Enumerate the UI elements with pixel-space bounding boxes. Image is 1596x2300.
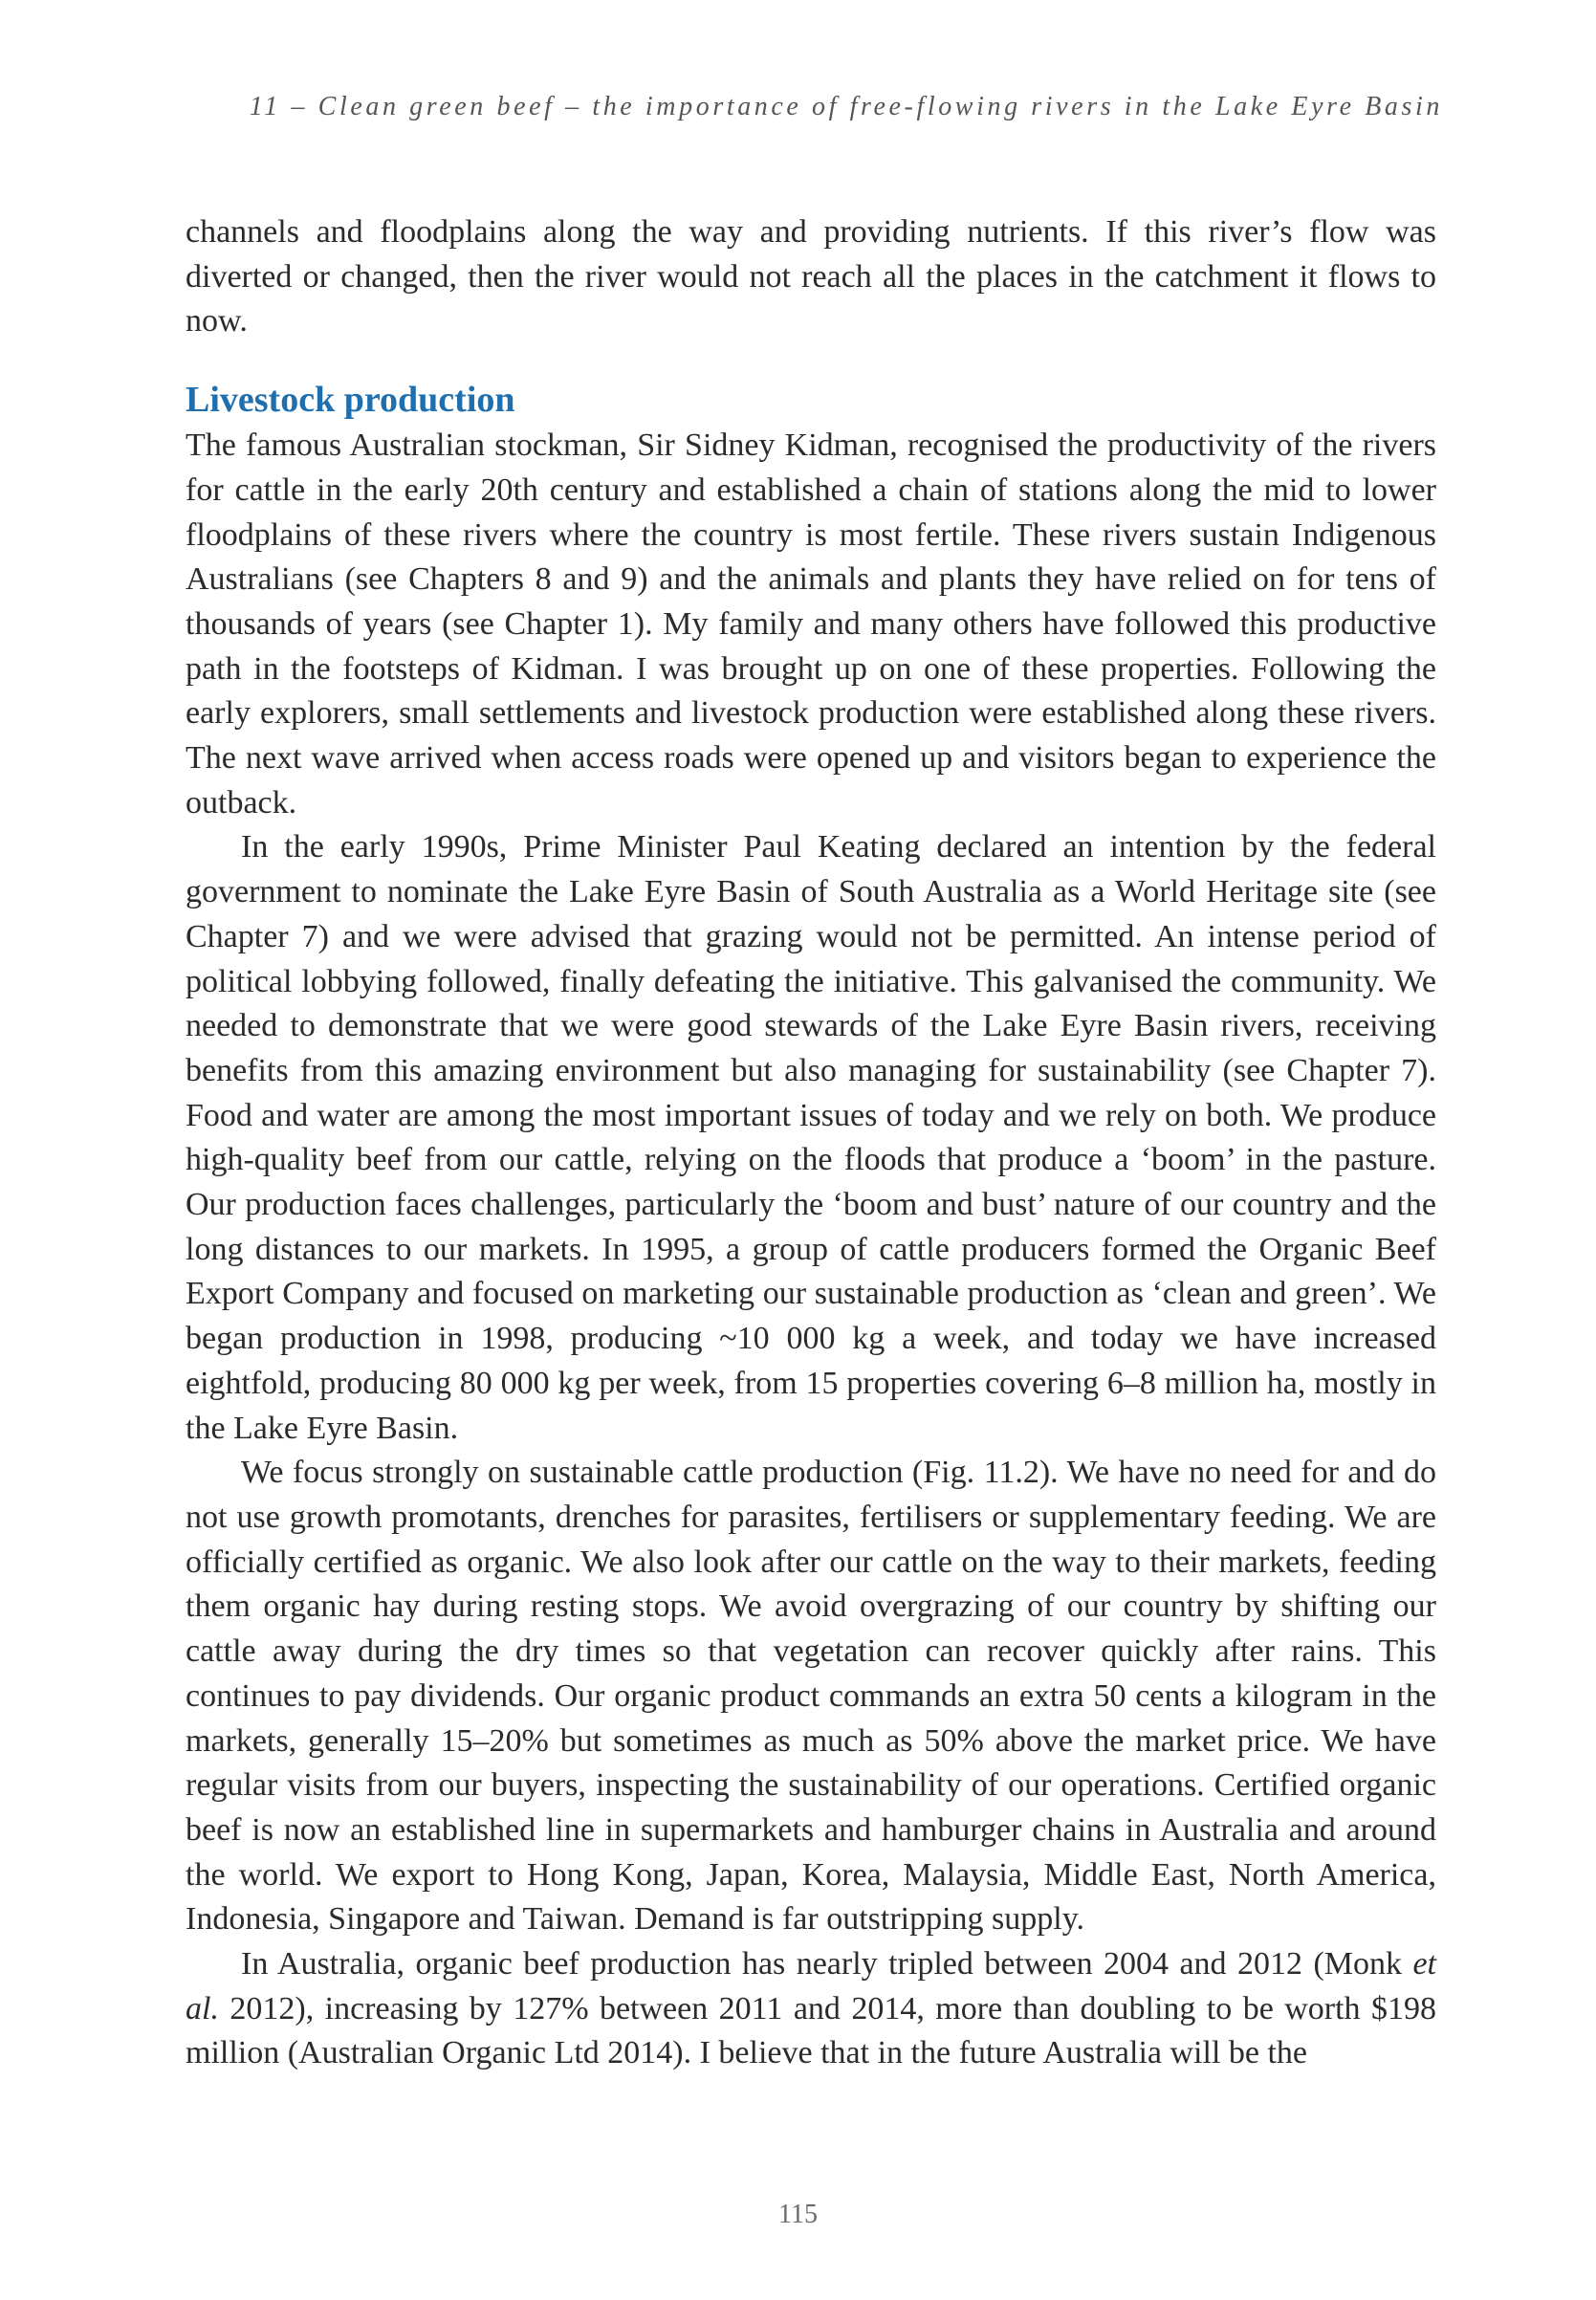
running-header: 11 – Clean green beef – the importance of free-flowing rivers in the Lake Eyre Basin [249,92,1443,121]
citation-et-al: et al. [186,1946,1436,2026]
paragraph-text-before-citation: In Australia, organic beef production has nearly tripled between 2004 and 2012 (Monk [241,1946,1413,1982]
section-heading: Livestock production [186,380,515,421]
body-text [186,210,1436,2076]
paragraph-organic-beef [186,1942,1436,2076]
paragraph-kidman: The famous Australian stockman, Sir Sidney Kidman, recognised the productivity of the rivers for cattle in the early 20th century and established a chain of stations along the mid to lower floodplains of these rivers where the country is most fertile. These rivers sustain Indigenous Australians (see Chapters 8 and 9) and the animals and plants they have relied on for tens of thousands of years (see Chapter 1). My family and many others have followed this productive path in the footsteps of Kidman. I was brought up on one of these properties. Following the early explorers, small settlements and livestock production were established along these rivers. The next wave arrived when access roads were opened up and visitors began to experience the outback. [186,427,1436,821]
intro-paragraph: channels and floodplains along the way and providing nutrients. If this river’s flow was diverted or changed, then the river would not reach all the places in the catchment it flows to now. [186,214,1436,340]
paragraph-keating: In the early 1990s, Prime Minister Paul Keating declared an intention by the federal government to nominate the Lake Eyre Basin of South Australia as a World Heritage site (see Chapter 7) and we were advised that grazing would not be permitted. An intense period of political lobbying followed, finally defeating the initiative. This galvanised the community. We needed to demonstrate that we were good stewards of the Lake Eyre Basin rivers, receiving benefits from this amazing environment but also managing for sustainability (see Chapter 7). Food and water are among the most important issues of today and we rely on both. We produce high-quality beef from our cattle, relying on the floods that produce a ‘boom’ in the pasture. Our production faces challenges, particularly the ‘boom and bust’ nature of our country and the long distances to our markets. In 1995, a group of cattle producers formed the Organic Beef Export Company and focused on marketing our sustainable production as ‘clean and green’. We began production in 1998, producing ~10 000 kg a week, and today we have increased eightfold, producing 80 000 kg per week, from 15 properties covering 6–8 million ha, mostly in the Lake Eyre Basin. [186,829,1436,1446]
page-number: 115 [778,2200,818,2229]
paragraph-sustainable-production: We focus strongly on sustainable cattle production (Fig. 11.2). We have no need for and do not use growth promotants, drenches for parasites, fertilisers or supplementary feeding. We are officially certified as organic. We also look after our cattle on the way to their markets, feeding them organic hay during resting stops. We avoid overgrazing of our country by shifting our cattle away during the dry times so that vegetation can recover quickly after rains. This continues to pay dividends. Our organic product commands an extra 50 cents a kilogram in the markets, generally 15–20% but sometimes as much as 50% above the market price. We have regular visits from our buyers, inspecting the sustainability of our operations. Certified organic beef is now an established line in supermarkets and hamburger chains in Australia and around the world. We export to Hong Kong, Japan, Korea, Malaysia, Middle East, North America, Indonesia, Singapore and Taiwan. Demand is far outstripping supply. [186,1455,1436,1938]
paragraph-text-after-citation: 2012), increasing by 127% between 2011 and 2014, more than doubling to be worth $198 million (Australian Organic Ltd 2014). I believe that in the future Australia will be the [186,1990,1436,2071]
